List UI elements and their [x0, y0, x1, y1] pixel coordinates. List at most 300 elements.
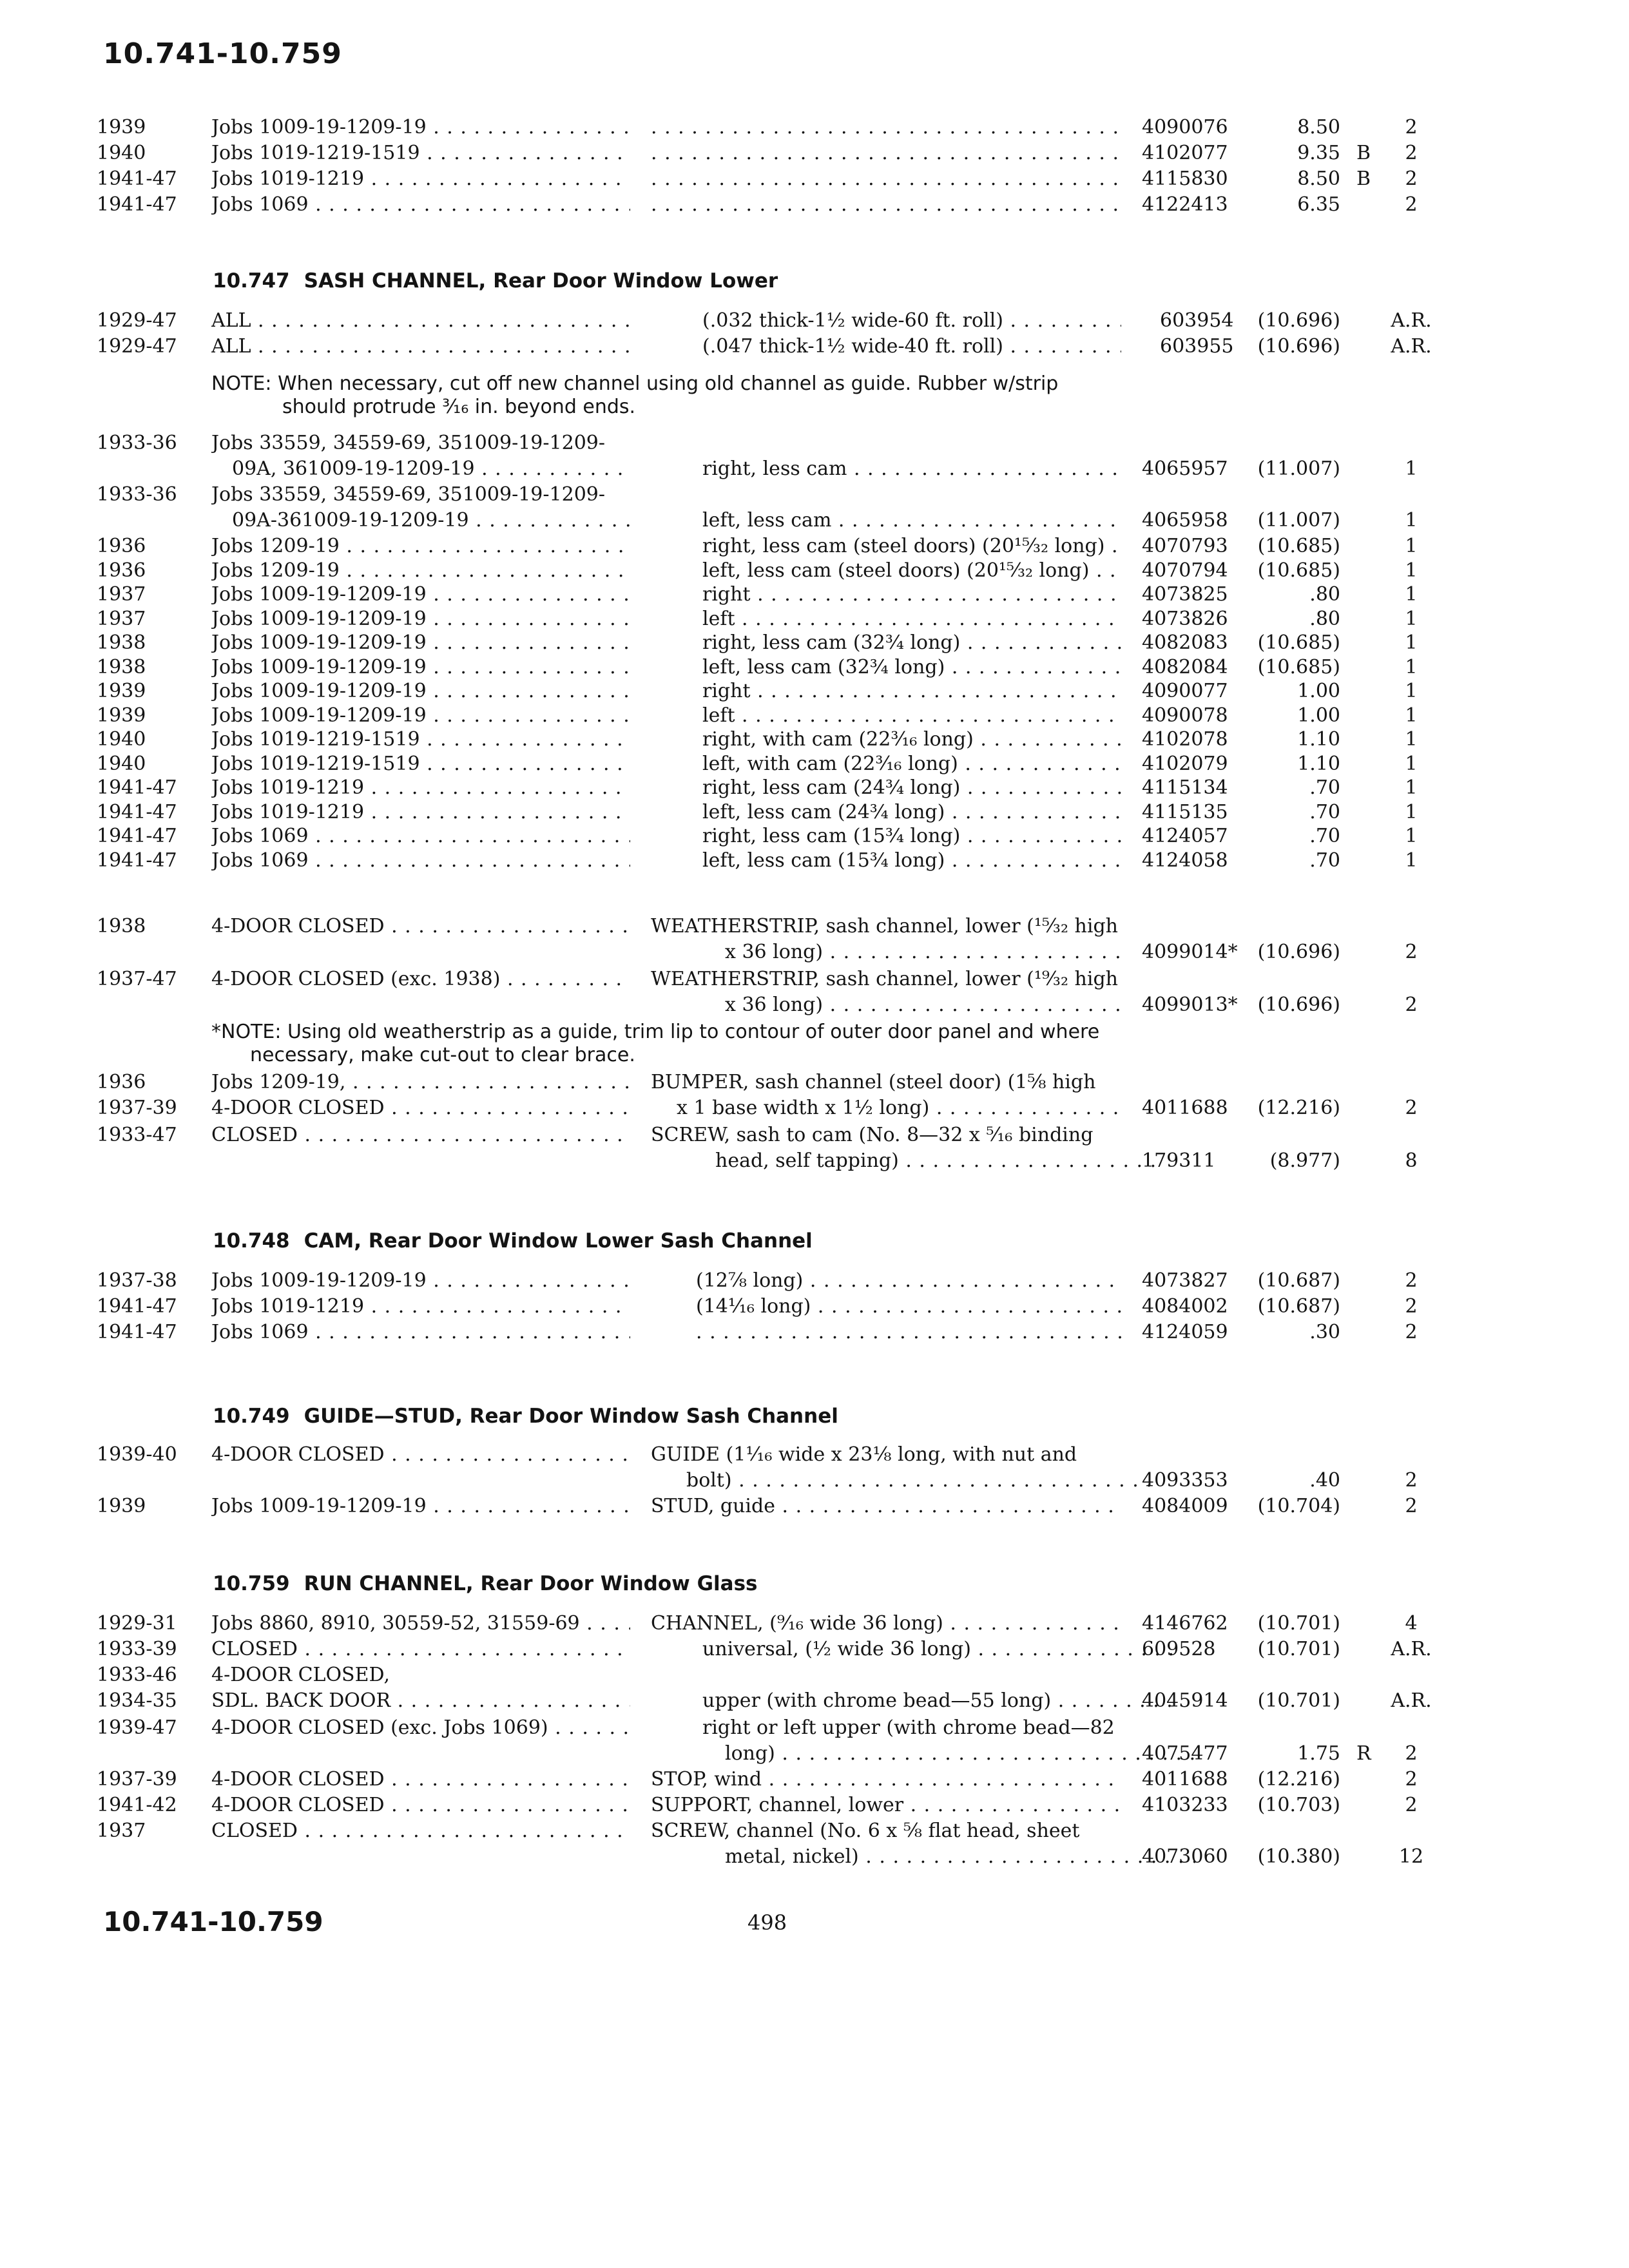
part-number: 4084009: [1142, 1495, 1228, 1517]
table-row: [0, 1148, 1629, 1174]
page-footer-range: 10.741-10.759: [103, 1906, 323, 1937]
price: (12.216): [1257, 1097, 1340, 1119]
quantity: 2: [1405, 1321, 1418, 1343]
table-row: [0, 678, 1629, 704]
desc-cell: left, less cam (32¾ long) . . .: [702, 655, 1121, 680]
year-cell: 1941-42: [97, 1794, 177, 1816]
table-row: [0, 582, 1629, 608]
model-cell: 09A-361009-19-1209-19 . . .: [232, 508, 630, 533]
table-row: [0, 655, 1629, 680]
year-cell: 1939: [97, 704, 146, 727]
year-cell: 1939: [97, 116, 146, 139]
price: (10.701): [1257, 1638, 1340, 1660]
desc-cell: left . . .: [702, 703, 1121, 729]
table-row: [0, 1095, 1629, 1121]
model-cell: 09A, 361009-19-1209-19 . . .: [232, 456, 630, 482]
desc-cell: long) . . .: [725, 1741, 1195, 1767]
part-number: 4065957: [1142, 457, 1228, 480]
table-row: [0, 848, 1629, 874]
table-row: [0, 1468, 1629, 1494]
model-cell: Jobs 1009-19-1209-19 . . .: [211, 582, 630, 608]
part-number: 4093353: [1142, 1469, 1228, 1492]
table-row: [0, 1294, 1629, 1320]
quantity: 1: [1405, 583, 1418, 606]
desc-cell: upper (with chrome bead—55 long) . . .: [702, 1688, 1173, 1714]
desc-cell: (14¹⁄₁₆ long) . . .: [696, 1294, 1121, 1320]
model-cell: Jobs 1019-1219 . . .: [211, 166, 630, 192]
part-number: 4084002: [1142, 1295, 1228, 1318]
year-cell: 1937-38: [97, 1269, 177, 1292]
desc-cell: SUPPORT, channel, lower . . .: [651, 1792, 1121, 1818]
part-number: 4073827: [1142, 1269, 1228, 1292]
model-cell: Jobs 1019-1219 . . .: [211, 1294, 630, 1320]
price: 9.35: [1297, 142, 1340, 164]
quantity: 2: [1405, 994, 1418, 1016]
year-cell: 1937-39: [97, 1768, 177, 1791]
note-line: *NOTE: Using old weatherstrip as a guide, trim lip to contour of outer door panel and where: [211, 1021, 1100, 1043]
year-cell: 1940: [97, 142, 146, 164]
desc-cell: STUD, guide . . .: [651, 1494, 1121, 1519]
price: (10.704): [1257, 1495, 1340, 1517]
part-number: 4103233: [1142, 1794, 1228, 1816]
table-row: [0, 456, 1629, 482]
part-number: 4073060: [1142, 1845, 1228, 1868]
table-row: [0, 1070, 1629, 1095]
table-row: [0, 430, 1629, 456]
section-heading: GUIDE—STUD, Rear Door Window Sash Channel: [304, 1405, 838, 1428]
model-cell: ALL . . .: [211, 334, 630, 360]
price: (11.007): [1257, 509, 1340, 532]
desc-cell: left, less cam . . .: [702, 508, 1121, 533]
table-row: [0, 115, 1629, 140]
year-cell: 1937: [97, 1820, 146, 1842]
quantity: 2: [1405, 1295, 1418, 1318]
model-cell: Jobs 1069 . . .: [211, 848, 630, 874]
part-number: 4102078: [1142, 728, 1228, 751]
model-cell: Jobs 1019-1219-1519 . . .: [211, 751, 630, 777]
part-number: 4115135: [1142, 801, 1228, 823]
desc-cell: right, less cam (32¾ long) . . .: [702, 630, 1121, 656]
model-cell: Jobs 1069 . . .: [211, 823, 630, 849]
desc-cell: right, less cam . . .: [702, 456, 1121, 482]
model-cell: Jobs 1069 . . .: [211, 1320, 630, 1345]
table-row: [0, 1767, 1629, 1792]
section-number: 10.748: [213, 1229, 290, 1253]
year-cell: 1929-47: [97, 309, 177, 332]
quantity: A.R.: [1391, 1689, 1432, 1712]
year-cell: 1936: [97, 535, 146, 557]
desc-cell: right . . .: [702, 678, 1121, 704]
table-row: [0, 308, 1629, 334]
desc-cell: head, self tapping) . . .: [715, 1148, 1160, 1174]
year-cell: 1933-39: [97, 1638, 177, 1660]
desc-cell: (12⅞ long) . . .: [696, 1268, 1121, 1294]
price: (10.380): [1257, 1845, 1340, 1868]
year-cell: 1941-47: [97, 193, 177, 216]
part-number: 4070793: [1142, 535, 1228, 557]
quantity: 2: [1405, 142, 1418, 164]
model-cell: Jobs 1009-19-1209-19 . . .: [211, 606, 630, 632]
price: .70: [1309, 801, 1340, 823]
table-row: [0, 727, 1629, 753]
desc-cell: (.032 thick-1½ wide-60 ft. roll) . . .: [702, 308, 1121, 334]
part-number: 4075477: [1142, 1742, 1228, 1765]
page-header-range: 10.741-10.759: [103, 37, 342, 70]
section-title-10-747: [213, 269, 778, 293]
model-cell: 4-DOOR CLOSED . . .: [211, 914, 630, 939]
table-row: [0, 800, 1629, 825]
model-cell: Jobs 1009-19-1209-19 . . .: [211, 703, 630, 729]
part-number: 4146762: [1142, 1612, 1228, 1635]
table-row: [0, 939, 1629, 965]
part-number: 4082083: [1142, 631, 1228, 654]
model-cell: Jobs 33559, 34559-69, 351009-19-1209-: [211, 432, 606, 454]
part-number: 4102077: [1142, 142, 1228, 164]
price: 1.00: [1297, 704, 1340, 727]
quantity: 1: [1405, 801, 1418, 823]
desc-cell: SCREW, channel (No. 6 x ⅝ flat head, sheet: [651, 1820, 1080, 1842]
desc-cell: (.047 thick-1½ wide-40 ft. roll) . . .: [702, 334, 1121, 360]
desc-cell: bolt) . . .: [686, 1468, 1157, 1494]
year-cell: 1937: [97, 583, 146, 606]
price: (10.687): [1257, 1269, 1340, 1292]
part-number: 4011688: [1142, 1768, 1228, 1791]
price: 8.50: [1297, 116, 1340, 139]
model-cell: 4-DOOR CLOSED . . .: [211, 1767, 630, 1792]
table-row: [0, 703, 1629, 729]
model-cell: SDL. BACK DOOR . . .: [211, 1688, 630, 1714]
part-number: 4124057: [1142, 825, 1228, 847]
desc-cell: universal, (½ wide 36 long) . . .: [702, 1637, 1173, 1662]
model-cell: Jobs 1209-19 . . .: [211, 533, 630, 559]
model-cell: 4-DOOR CLOSED (exc. Jobs 1069) . . .: [211, 1715, 630, 1741]
price: 1.75: [1297, 1742, 1340, 1765]
quantity: 1: [1405, 559, 1418, 582]
year-cell: 1941-47: [97, 168, 177, 190]
year-cell: 1941-47: [97, 825, 177, 847]
desc-cell: CHANNEL, (⁹⁄₁₆ wide 36 long) . . .: [651, 1611, 1121, 1637]
note-line: NOTE: When necessary, cut off new channel using old channel as guide. Rubber w/strip: [211, 372, 1059, 395]
desc-cell: left, less cam (15¾ long) . . .: [702, 848, 1121, 874]
flag: R: [1356, 1742, 1371, 1765]
quantity: 2: [1405, 116, 1418, 139]
desc-cell: STOP, wind . . .: [651, 1767, 1121, 1792]
note-line: necessary, make cut-out to clear brace.: [250, 1044, 635, 1066]
desc-cell: x 36 long) . . .: [725, 992, 1121, 1018]
page-number: 498: [747, 1910, 787, 1935]
table-row: [0, 992, 1629, 1018]
model-cell: Jobs 1009-19-1209-19 . . .: [211, 678, 630, 704]
table-row: [0, 823, 1629, 849]
year-cell: 1936: [97, 559, 146, 582]
quantity: 2: [1405, 1742, 1418, 1765]
year-cell: 1936: [97, 1071, 146, 1093]
quantity: 1: [1405, 753, 1418, 775]
year-cell: 1939: [97, 680, 146, 702]
year-cell: 1937-47: [97, 968, 177, 990]
year-cell: 1933-36: [97, 432, 177, 454]
section-heading: SASH CHANNEL, Rear Door Window Lower: [304, 269, 778, 293]
table-row: [0, 1741, 1629, 1767]
desc-cell: x 1 base width x 1½ long) . . .: [677, 1095, 1121, 1121]
table-row: [0, 1792, 1629, 1818]
desc-cell: BUMPER, sash channel (steel door) (1⅝ high: [651, 1071, 1096, 1093]
table-row: [0, 334, 1629, 360]
year-cell: 1939: [97, 1495, 146, 1517]
quantity: 2: [1405, 1269, 1418, 1292]
desc-cell: left, less cam (steel doors) (20¹⁵⁄₃₂ long) . . .: [702, 558, 1121, 584]
desc-cell: WEATHERSTRIP, sash channel, lower (¹⁹⁄₃₂ high: [651, 968, 1118, 990]
year-cell: 1938: [97, 631, 146, 654]
model-cell: ALL . . .: [211, 308, 630, 334]
model-cell: Jobs 1009-19-1209-19 . . .: [211, 630, 630, 656]
price: .40: [1309, 1469, 1340, 1492]
price: (10.696): [1257, 941, 1340, 963]
model-cell: CLOSED . . .: [211, 1122, 630, 1148]
table-row: [0, 966, 1629, 992]
part-number: 4102079: [1142, 753, 1228, 775]
price: .80: [1309, 583, 1340, 606]
desc-cell: right . . .: [702, 582, 1121, 608]
year-cell: 1933-47: [97, 1124, 177, 1146]
year-cell: 1933-46: [97, 1664, 177, 1686]
quantity: A.R.: [1391, 309, 1432, 332]
model-cell: Jobs 1019-1219 . . .: [211, 775, 630, 801]
year-cell: 1937: [97, 608, 146, 630]
price: 1.00: [1297, 680, 1340, 702]
quantity: 2: [1405, 1768, 1418, 1791]
desc-cell: left, with cam (22³⁄₁₆ long) . . .: [702, 751, 1121, 777]
table-row: [0, 166, 1629, 192]
table-row: [0, 1637, 1629, 1662]
desc-cell: metal, nickel) . . .: [725, 1844, 1195, 1870]
quantity: 1: [1405, 608, 1418, 630]
part-number: 4011688: [1142, 1097, 1228, 1119]
quantity: A.R.: [1391, 335, 1432, 358]
price: (10.685): [1257, 559, 1340, 582]
table-row: [0, 914, 1629, 939]
model-cell: Jobs 1009-19-1209-19 . . .: [211, 655, 630, 680]
price: (12.216): [1257, 1768, 1340, 1791]
model-cell: Jobs 1069 . . .: [211, 192, 630, 218]
part-number: 603955: [1160, 335, 1234, 358]
price: .30: [1309, 1321, 1340, 1343]
price: (11.007): [1257, 457, 1340, 480]
quantity: 1: [1405, 656, 1418, 678]
year-cell: 1939-47: [97, 1716, 177, 1739]
part-number: 4099013*: [1142, 994, 1238, 1016]
model-cell: Jobs 8860, 8910, 30559-52, 31559-69 . . .: [211, 1611, 630, 1637]
desc-cell: left . . .: [702, 606, 1121, 632]
desc-cell: [651, 192, 1121, 218]
table-row: [0, 1122, 1629, 1148]
price: .70: [1309, 849, 1340, 872]
model-cell: 4-DOOR CLOSED . . .: [211, 1095, 630, 1121]
flag: B: [1356, 168, 1371, 190]
section-title-10-759: [213, 1572, 758, 1595]
model-cell: CLOSED . . .: [211, 1818, 630, 1844]
model-cell: Jobs 33559, 34559-69, 351009-19-1209-: [211, 483, 606, 506]
table-row: [0, 1320, 1629, 1345]
desc-cell: right, less cam (15¾ long) . . .: [702, 823, 1121, 849]
quantity: 2: [1405, 168, 1418, 190]
model-cell: Jobs 1009-19-1209-19 . . .: [211, 1268, 630, 1294]
quantity: 1: [1405, 535, 1418, 557]
model-cell: Jobs 1009-19-1209-19 . . .: [211, 1494, 630, 1519]
model-cell: CLOSED . . .: [211, 1637, 630, 1662]
desc-cell: right, with cam (22³⁄₁₆ long) . . .: [702, 727, 1121, 753]
price: (10.701): [1257, 1689, 1340, 1712]
model-cell: 4-DOOR CLOSED (exc. 1938) . . .: [211, 966, 630, 992]
quantity: 4: [1405, 1612, 1418, 1635]
part-number: 603954: [1160, 309, 1234, 332]
table-row: [0, 1715, 1629, 1741]
price: 6.35: [1297, 193, 1340, 216]
table-row: [0, 533, 1629, 559]
part-number: 4070794: [1142, 559, 1228, 582]
desc-cell: x 36 long) . . .: [725, 939, 1121, 965]
part-number: 4115830: [1142, 168, 1228, 190]
quantity: 1: [1405, 680, 1418, 702]
table-row: [0, 1494, 1629, 1519]
quantity: 2: [1405, 1495, 1418, 1517]
desc-cell: right, less cam (24¾ long) . . .: [702, 775, 1121, 801]
section-number: 10.759: [213, 1572, 290, 1595]
flag: B: [1356, 142, 1371, 164]
table-row: [0, 508, 1629, 533]
section-note: [211, 1021, 1146, 1067]
year-cell: 1941-47: [97, 1295, 177, 1318]
section-number: 10.749: [213, 1405, 290, 1428]
section-title-10-749: [213, 1405, 838, 1428]
year-cell: 1941-47: [97, 801, 177, 823]
year-cell: 1938: [97, 656, 146, 678]
part-number: 4115134: [1142, 776, 1228, 799]
quantity: 1: [1405, 776, 1418, 799]
part-number: 4082084: [1142, 656, 1228, 678]
section-heading: RUN CHANNEL, Rear Door Window Glass: [304, 1572, 758, 1595]
model-cell: Jobs 1019-1219 . . .: [211, 800, 630, 825]
year-cell: 1934-35: [97, 1689, 177, 1712]
desc-cell: right, less cam (steel doors) (20¹⁵⁄₃₂ long) . . .: [702, 533, 1121, 559]
section-title-10-748: [213, 1229, 813, 1253]
year-cell: 1938: [97, 915, 146, 937]
part-number: 4045914: [1142, 1689, 1228, 1712]
quantity: 2: [1405, 193, 1418, 216]
part-number: 609528: [1142, 1638, 1216, 1660]
table-row: [0, 630, 1629, 656]
model-cell: 4-DOOR CLOSED . . .: [211, 1792, 630, 1818]
price: (10.685): [1257, 631, 1340, 654]
model-cell: Jobs 1019-1219-1519 . . .: [211, 140, 630, 166]
quantity: 12: [1398, 1845, 1424, 1868]
note-line: should protrude ³⁄₁₆ in. beyond ends.: [282, 396, 636, 418]
quantity: 1: [1405, 825, 1418, 847]
quantity: 2: [1405, 1097, 1418, 1119]
table-row: [0, 1611, 1629, 1637]
price: (10.696): [1257, 994, 1340, 1016]
year-cell: 1939-40: [97, 1443, 177, 1466]
year-cell: 1933-36: [97, 483, 177, 506]
quantity: 1: [1405, 728, 1418, 751]
table-row: [0, 1844, 1629, 1870]
quantity: 1: [1405, 457, 1418, 480]
desc-cell: right or left upper (with chrome bead—82: [702, 1716, 1115, 1739]
table-row: [0, 751, 1629, 777]
year-cell: 1929-47: [97, 335, 177, 358]
model-cell: 4-DOOR CLOSED . . .: [211, 1442, 630, 1468]
year-cell: 1937-39: [97, 1097, 177, 1119]
part-number: 4090078: [1142, 704, 1228, 727]
part-number: 4073825: [1142, 583, 1228, 606]
model-cell: 4-DOOR CLOSED,: [211, 1664, 390, 1686]
table-row: [0, 482, 1629, 508]
quantity: 1: [1405, 849, 1418, 872]
quantity: A.R.: [1391, 1638, 1432, 1660]
year-cell: 1941-47: [97, 776, 177, 799]
model-cell: Jobs 1019-1219-1519 . . .: [211, 727, 630, 753]
desc-cell: [651, 166, 1121, 192]
model-cell: Jobs 1209-19, . . .: [211, 1070, 630, 1095]
price: (8.977): [1269, 1149, 1340, 1172]
price: 1.10: [1297, 753, 1340, 775]
section-note: [211, 372, 1146, 419]
year-cell: 1941-47: [97, 1321, 177, 1343]
price: (10.696): [1257, 309, 1340, 332]
desc-cell: [696, 1320, 1121, 1345]
model-cell: Jobs 1209-19 . . .: [211, 558, 630, 584]
desc-cell: [651, 140, 1121, 166]
table-row: [0, 1688, 1629, 1714]
table-row: [0, 558, 1629, 584]
desc-cell: [651, 115, 1121, 140]
price: (10.696): [1257, 335, 1340, 358]
desc-cell: GUIDE (1¹⁄₁₆ wide x 23⅛ long, with nut and: [651, 1443, 1077, 1466]
table-row: [0, 192, 1629, 218]
price: (10.703): [1257, 1794, 1340, 1816]
table-row: [0, 1442, 1629, 1468]
price: (10.685): [1257, 535, 1340, 557]
price: (10.687): [1257, 1295, 1340, 1318]
desc-cell: left, less cam (24¾ long) . . .: [702, 800, 1121, 825]
table-row: [0, 140, 1629, 166]
quantity: 1: [1405, 509, 1418, 532]
section-heading: CAM, Rear Door Window Lower Sash Channel: [304, 1229, 813, 1253]
price: (10.701): [1257, 1612, 1340, 1635]
part-number: 4090076: [1142, 116, 1228, 139]
year-cell: 1940: [97, 728, 146, 751]
quantity: 2: [1405, 1794, 1418, 1816]
price: 1.10: [1297, 728, 1340, 751]
price: 8.50: [1297, 168, 1340, 190]
price: .80: [1309, 608, 1340, 630]
part-number: 179311: [1142, 1149, 1216, 1172]
section-number: 10.747: [213, 269, 290, 293]
part-number: 4122413: [1142, 193, 1228, 216]
desc-cell: SCREW, sash to cam (No. 8—32 x ⁵⁄₁₆ binding: [651, 1124, 1094, 1146]
quantity: 2: [1405, 941, 1418, 963]
part-number: 4065958: [1142, 509, 1228, 532]
table-row: [0, 775, 1629, 801]
table-row: [0, 1662, 1629, 1688]
part-number: 4124058: [1142, 849, 1228, 872]
part-number: 4073826: [1142, 608, 1228, 630]
price: .70: [1309, 825, 1340, 847]
part-number: 4124059: [1142, 1321, 1228, 1343]
model-cell: Jobs 1009-19-1209-19 . . .: [211, 115, 630, 140]
part-number: 4099014*: [1142, 941, 1238, 963]
desc-cell: WEATHERSTRIP, sash channel, lower (¹⁵⁄₃₂ high: [651, 915, 1118, 937]
